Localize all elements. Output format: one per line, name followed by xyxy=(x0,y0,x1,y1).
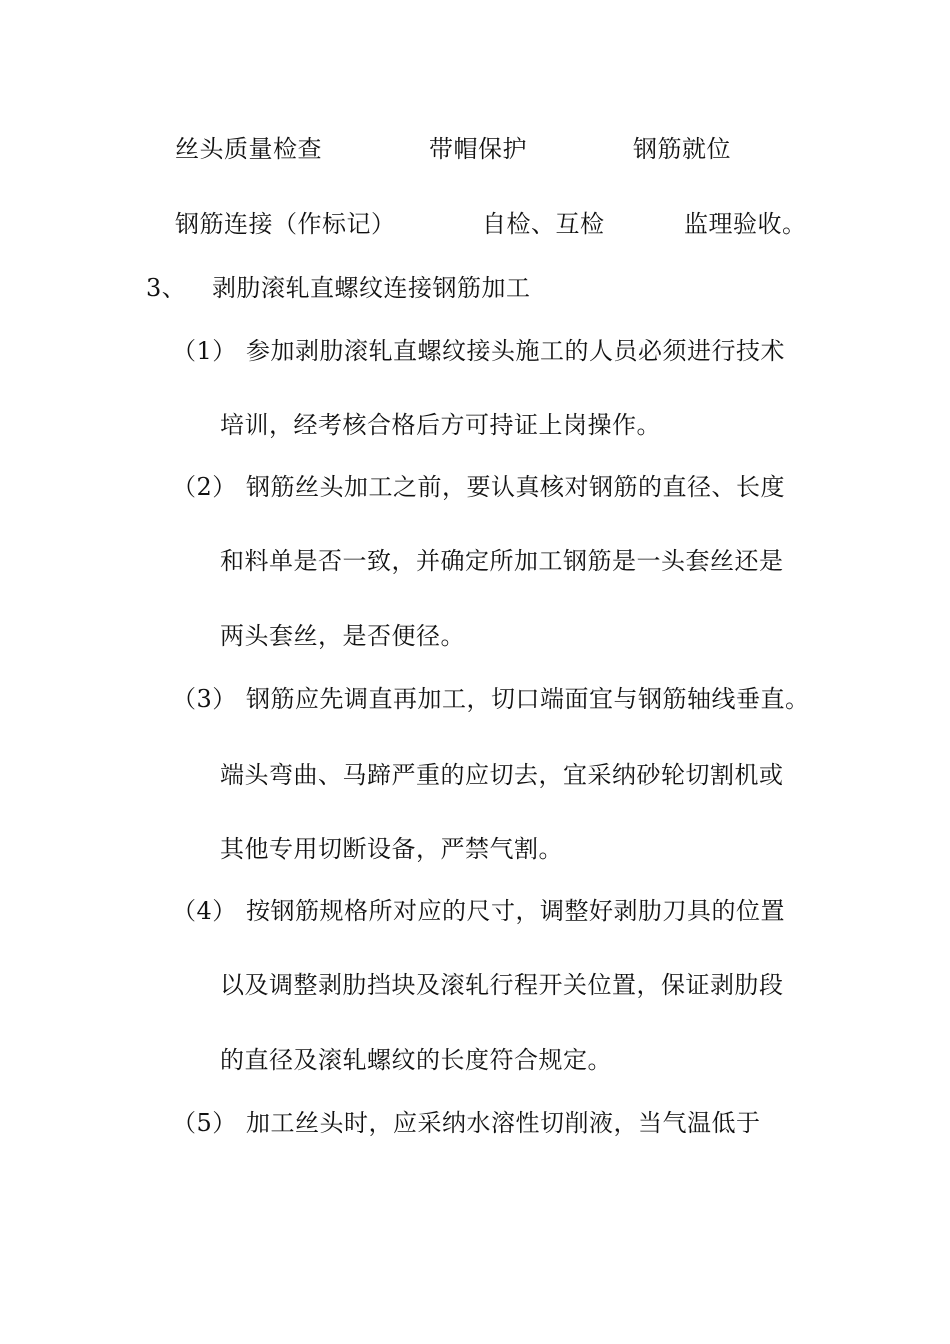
flow-step-rebar-connection: 钢筋连接（作标记） xyxy=(175,210,396,238)
item-line: 端头弯曲、马蹄严重的应切去，宜采纳砂轮切割机或 xyxy=(220,761,784,789)
item-line: 加工丝头时，应采纳水溶性切削液，当气温低于 xyxy=(246,1109,761,1137)
item-line: 按钢筋规格所对应的尺寸，调整好剥肋刀具的位置 xyxy=(246,897,785,925)
flow-step-rebar-placement: 钢筋就位 xyxy=(633,135,731,163)
item-label: （1） xyxy=(172,337,237,365)
section-number: 3、 xyxy=(146,274,187,302)
item-line: 的直径及滚轧螺纹的长度符合规定。 xyxy=(220,1046,612,1074)
flow-step-supervision-acceptance: 监理验收。 xyxy=(684,210,807,238)
item-line: 以及调整剥肋挡块及滚轧行程开关位置，保证剥肋段 xyxy=(220,971,784,999)
item-line: 参加剥肋滚轧直螺纹接头施工的人员必须进行技术 xyxy=(246,337,785,365)
item-label: （3） xyxy=(172,685,237,713)
item-label: （5） xyxy=(172,1109,237,1137)
item-line: 培训，经考核合格后方可持证上岗操作。 xyxy=(220,411,661,439)
flow-step-thread-quality-check: 丝头质量检查 xyxy=(175,135,322,163)
item-line: 其他专用切断设备，严禁气割。 xyxy=(220,835,563,863)
item-label: （4） xyxy=(172,897,237,925)
flow-step-cap-protection: 带帽保护 xyxy=(429,135,527,163)
item-line: 钢筋应先调直再加工，切口端面宜与钢筋轴线垂直。 xyxy=(246,685,810,713)
item-line: 钢筋丝头加工之前，要认真核对钢筋的直径、长度 xyxy=(246,473,785,501)
item-line: 和料单是否一致，并确定所加工钢筋是一头套丝还是 xyxy=(220,547,784,575)
flow-step-self-inspection: 自检、互检 xyxy=(482,210,605,238)
item-line: 两头套丝，是否便径。 xyxy=(220,622,465,650)
section-title: 剥肋滚轧直螺纹连接钢筋加工 xyxy=(212,274,531,302)
item-label: （2） xyxy=(172,473,237,501)
